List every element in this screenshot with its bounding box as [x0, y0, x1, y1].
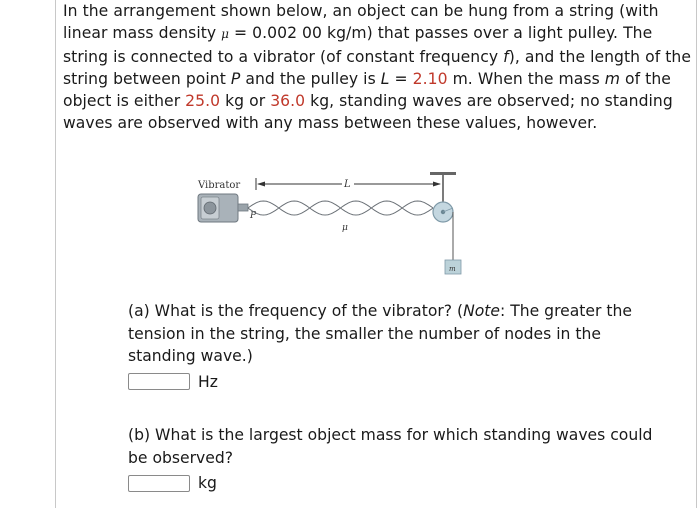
part-b	[128, 424, 673, 495]
vibrator-label: Vibrator	[198, 180, 241, 191]
part-a-text-2: : The greater the tension in the string, the smaller the number of nodes in the standing wave.)	[128, 302, 632, 365]
intro-text-2: = 0.002 00 kg/m) that passes over a light pulley. The string is connected to a vibrator (of constant frequency	[63, 24, 653, 66]
problem-statement	[63, 0, 691, 135]
dim-arrow-left	[257, 182, 265, 187]
pulley-support	[430, 172, 456, 175]
standing-wave-lower	[248, 201, 433, 215]
f-symbol: f	[503, 47, 509, 66]
point-p-label: P	[250, 211, 257, 221]
intro-text-5: =	[389, 69, 413, 88]
part-a-answer-row	[128, 371, 673, 394]
length-label: L	[344, 179, 351, 190]
intro-text-7: of the object is either	[63, 69, 671, 111]
mass-answer-input[interactable]	[128, 475, 190, 492]
m-symbol: m	[604, 69, 621, 88]
p-symbol: P	[230, 69, 241, 88]
mass-unit: kg	[198, 474, 217, 492]
intro-text-8: kg or	[220, 92, 271, 111]
intro-text-9: kg, standing waves are observed; no standing waves are observed with any mass between these values, however.	[63, 92, 673, 133]
figure-diagram	[190, 172, 480, 287]
intro-text-6: m. When the mass	[447, 69, 605, 88]
vibrator-arm	[238, 204, 248, 211]
density-label: μ	[342, 223, 348, 233]
length-value: 2.10	[412, 69, 448, 88]
part-b-answer-row	[128, 472, 673, 495]
l-symbol: L	[380, 69, 390, 88]
intro-text-4: and the pulley is	[240, 69, 381, 88]
mass-value-1: 25.0	[185, 92, 221, 111]
intro-text-3: ), and the length of the string between point	[63, 47, 691, 88]
part-b-question: (b) What is the largest object mass for which standing waves could be observed?	[128, 426, 653, 467]
intro-text-1: In the arrangement shown below, an object can be hung from a string (with linear mass density	[63, 2, 659, 43]
standing-wave-figure	[190, 172, 480, 287]
mu-symbol: μ	[221, 27, 230, 42]
mass-label: m	[449, 265, 456, 273]
part-a-text-1: (a) What is the frequency of the vibrator? (	[128, 302, 464, 320]
part-a	[128, 300, 673, 393]
mass-value-2: 36.0	[270, 92, 306, 111]
frequency-answer-input[interactable]	[128, 373, 190, 390]
part-a-question	[128, 300, 673, 368]
dim-arrow-right	[433, 182, 441, 187]
frequency-unit: Hz	[198, 372, 218, 391]
vibrator-knob	[204, 202, 216, 214]
note-word: Note	[463, 302, 501, 320]
